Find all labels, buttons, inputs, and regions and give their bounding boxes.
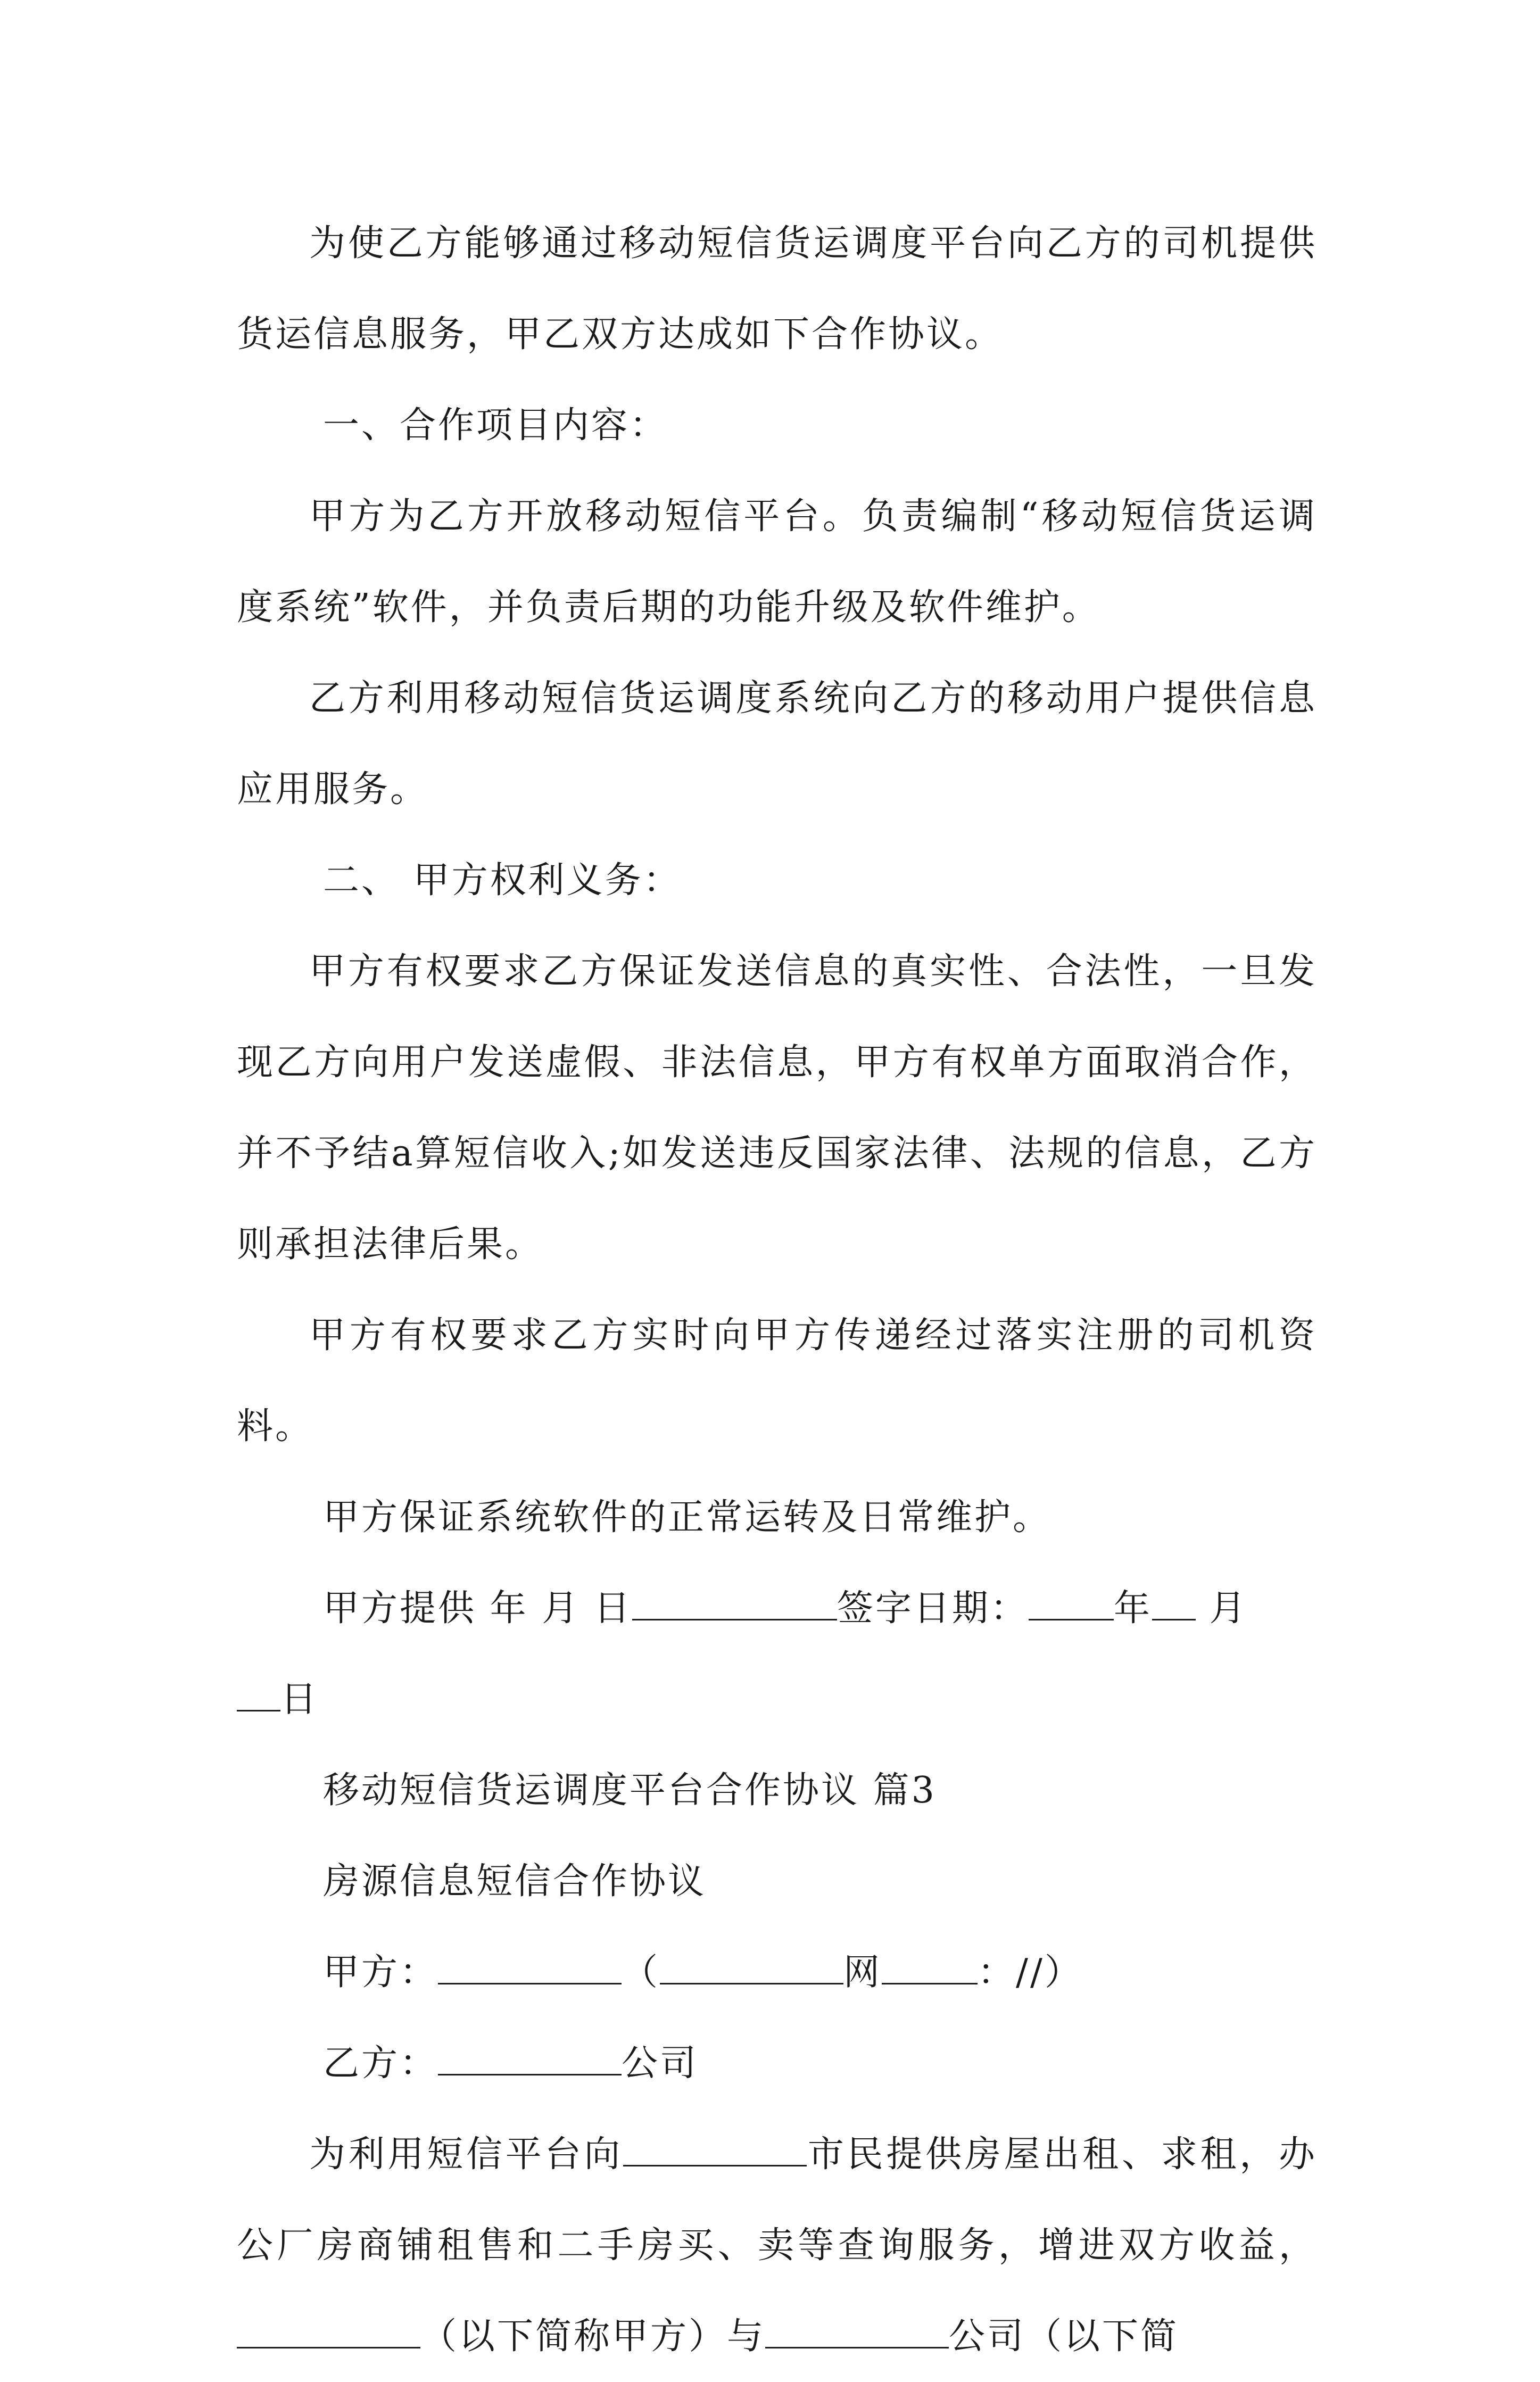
- party-a-line: [237, 1927, 1317, 2018]
- blank-line: [765, 2316, 949, 2348]
- intro-paragraph: 为使乙方能够通过移动短信货运调度平台向乙方的司机提供货运信息服务，甲乙双方达成如下合作协议。: [237, 222, 1317, 355]
- sign-year-label: 年: [1113, 1587, 1152, 1630]
- section-heading-cooperation: 一、合作项目内容：: [323, 404, 668, 446]
- blank-line: [237, 2316, 420, 2348]
- party-a-label: 甲方：: [323, 1951, 438, 1994]
- document-body: [237, 198, 1317, 2382]
- party-b-line: [237, 2018, 1317, 2109]
- party-b-label: 乙方：: [323, 2042, 438, 2085]
- paragraph-maintenance: 甲方保证系统软件的正常运转及日常维护。: [323, 1496, 1051, 1539]
- housing-text-c: （以下简称甲方）与: [420, 2315, 766, 2358]
- blank-line: [660, 1952, 843, 1984]
- housing-text-a: 为利用短信平台向: [309, 2133, 624, 2176]
- blank-line: [1152, 1588, 1196, 1620]
- blank-line: [438, 2043, 622, 2075]
- sign-day-label: 日: [280, 1678, 319, 1721]
- blank-line: [237, 1679, 280, 1711]
- blank-line: [882, 1952, 978, 1984]
- party-a-open: （: [622, 1951, 660, 1994]
- sign-date-label: 签字日期：: [837, 1587, 1029, 1630]
- sign-month-label: 月: [1195, 1587, 1248, 1630]
- signature-day-line: [237, 1654, 1317, 1745]
- party-a-end: ：//）: [978, 1951, 1083, 1994]
- blank-line: [1029, 1588, 1114, 1620]
- sign-provider-text: 甲方提供 年 月 日: [323, 1587, 632, 1630]
- housing-text-b: 市民提供房屋出租、求租，办公厂房商铺租售和二手房买、卖等查询服务，增进双方收益，: [237, 2133, 1317, 2267]
- agreement-subtitle: 房源信息短信合作协议: [323, 1860, 707, 1903]
- blank-line: [438, 1952, 622, 1984]
- paragraph-service: 乙方利用移动短信货运调度系统向乙方的移动用户提供信息应用服务。: [237, 677, 1317, 810]
- paragraph-platform: 甲方为乙方开放移动短信平台。负责编制“移动短信货运调度系统”软件，并负责后期的功能升级及软件维护。: [237, 495, 1317, 628]
- blank-line: [632, 1588, 837, 1620]
- paragraph-obligations: 甲方有权要求乙方保证发送信息的真实性、合法性，一旦发现乙方向用户发送虚假、非法信息，甲方有权单方面取消合作，并不予结a算短信收入;如发送违反国家法律、法规的信息，乙方则承担法律后果。: [237, 950, 1317, 1266]
- section-title: 移动短信货运调度平台合作协议 篇3: [323, 1769, 937, 1812]
- party-b-company: 公司: [622, 2042, 699, 2085]
- blank-line: [623, 2134, 807, 2166]
- signature-date-line: [237, 1563, 1317, 1654]
- section-heading-rights: 二、 甲方权利义务：: [323, 859, 682, 901]
- party-a-web-label: 网: [843, 1951, 882, 1994]
- paragraph-housing-service: [237, 2109, 1317, 2382]
- housing-text-d: 公司（以下简: [949, 2315, 1179, 2358]
- paragraph-driver-data: 甲方有权要求乙方实时向甲方传递经过落实注册的司机资料。: [237, 1314, 1317, 1448]
